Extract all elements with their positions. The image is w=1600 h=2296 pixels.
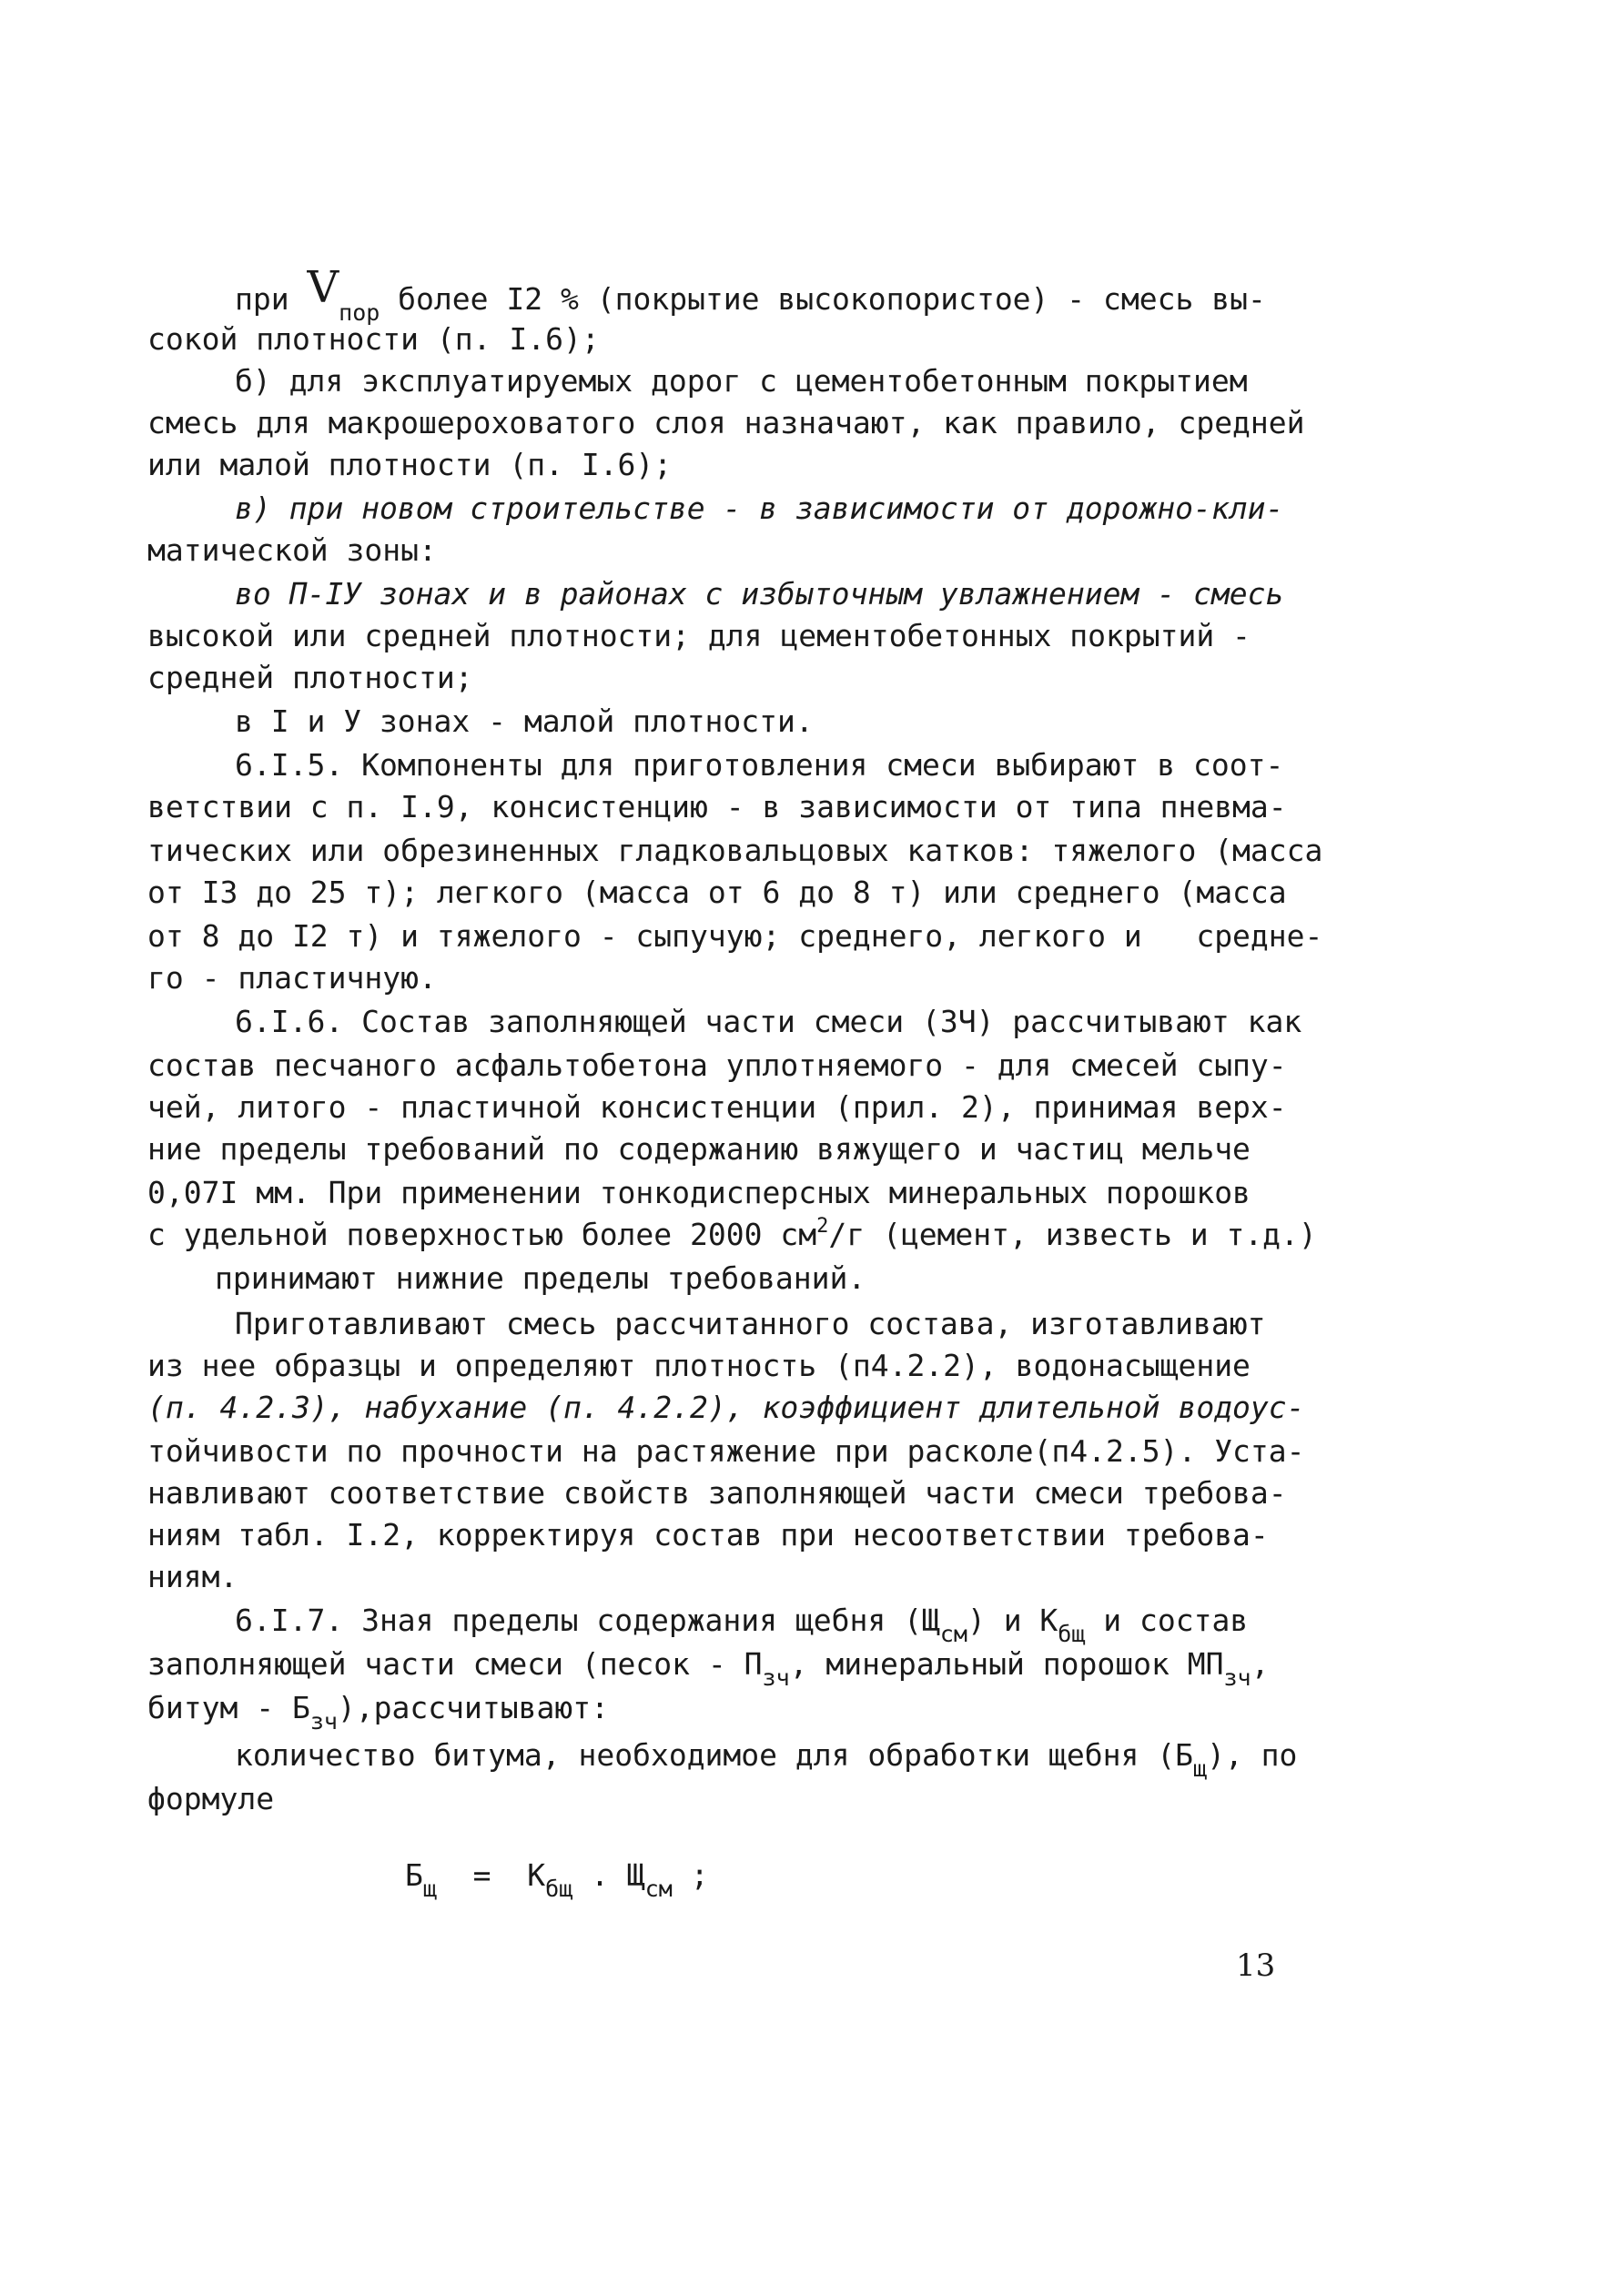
text-line: в) при новом строительстве - в зависимости от дорожно-кли- [235, 491, 1284, 526]
page-number: 13 [1236, 1947, 1276, 1984]
text-line: заполняющей части смеси (песок - $П_{зч}$, минеральный порошок $МП_{зч}$, [147, 1646, 1270, 1691]
text-line: сокой плотности (п. I.6); [147, 321, 600, 357]
text-line: битум - $Б_{зч}),рассчитывают$: [147, 1690, 609, 1735]
text-line: 6.I.6. Состав заполняющей части смеси (ЗЧ) рассчитывают как [235, 1004, 1302, 1039]
text-line: го - пластичную. [147, 960, 437, 996]
text-line: количество битума, необходимое для обработки щебня $(Б_щ)$, по [235, 1737, 1298, 1782]
text-line: в I и У зонах - малой плотности. [235, 703, 814, 739]
text-line: матической зоны: [147, 532, 437, 568]
text-line: формуле [147, 1781, 275, 1816]
text-line: ветствии с п. I.9, консистенцию - в зависимости от типа пневма- [147, 789, 1287, 824]
text-line: 6.I.7. Зная пределы содержания щебня $(Щ_{см})$ и $К_{бщ}$ и состав [235, 1603, 1249, 1647]
text-line: от I3 до 25 т); легкого (масса от 6 до 8 т) или среднего (масса [147, 875, 1287, 910]
text-line: навливают соответствие свойств заполняющей части смеси требова- [147, 1475, 1287, 1511]
text-line: 6.I.5. Компоненты для приготовления смеси выбирают в соот- [235, 747, 1284, 783]
text-line: средней плотности; [147, 660, 473, 695]
text-line: чей, литого - пластичной консистенции (прил. 2), принимая верх- [147, 1089, 1287, 1125]
text-line: ниям. [147, 1559, 238, 1594]
text-line: ниям табл. I.2, корректируя состав при несоответствии требова- [147, 1517, 1269, 1553]
text-line: из нее образцы и определяют плотность (п4.2.2), водонасыщение [147, 1348, 1251, 1383]
text-line: во П-IУ зонах и в районах с избыточным увлажнением - смесь [235, 576, 1284, 612]
text-line: тойчивости по прочности на растяжение при расколе(п4.2.5). Уста- [147, 1433, 1305, 1469]
text-line: принимают нижние пределы требований. [215, 1260, 866, 1296]
text-line: состав песчаного асфальтобетона уплотняемого - для смесей сыпу- [147, 1047, 1287, 1083]
text-line: с удельной поверхностью более 2000 $см^2/г$ (цемент, известь и т.д.) [147, 1215, 1317, 1252]
text-line: 0,07I мм. При применении тонкодисперсных минеральных порошков [147, 1175, 1251, 1210]
text-line: б) для эксплуатируемых дорог с цементобетонным покрытием [235, 363, 1248, 399]
text-line: ние пределы требований по содержанию вяжущего и частиц мельче [147, 1131, 1251, 1167]
text-line: тических или обрезиненных гладковальцовых катков: тяжелого (масса [147, 833, 1323, 868]
text-line: или малой плотности (п. I.6); [147, 447, 673, 482]
text-line: Приготавливают смесь рассчитанного состава, изготавливают [235, 1306, 1266, 1341]
text-line: при $V_{пор}$ более I2 % (покрытие высокопористое) - смесь вы- [235, 262, 1266, 326]
text-line: (п. 4.2.3), набухание (п. 4.2.2), коэффициент длительной водоус- [147, 1390, 1305, 1425]
formula: $Б_щ = К_{бщ}$ . $Щ_{см}$ ; [405, 1857, 709, 1902]
text-line: от 8 до I2 т) и тяжелого - сыпучую; среднего, легкого и средне- [147, 918, 1323, 954]
text-line: высокой или средней плотности; для цементобетонных покрытий - [147, 618, 1251, 653]
text-line: смесь для макрошероховатого слоя назначают, как правило, средней [147, 405, 1305, 440]
